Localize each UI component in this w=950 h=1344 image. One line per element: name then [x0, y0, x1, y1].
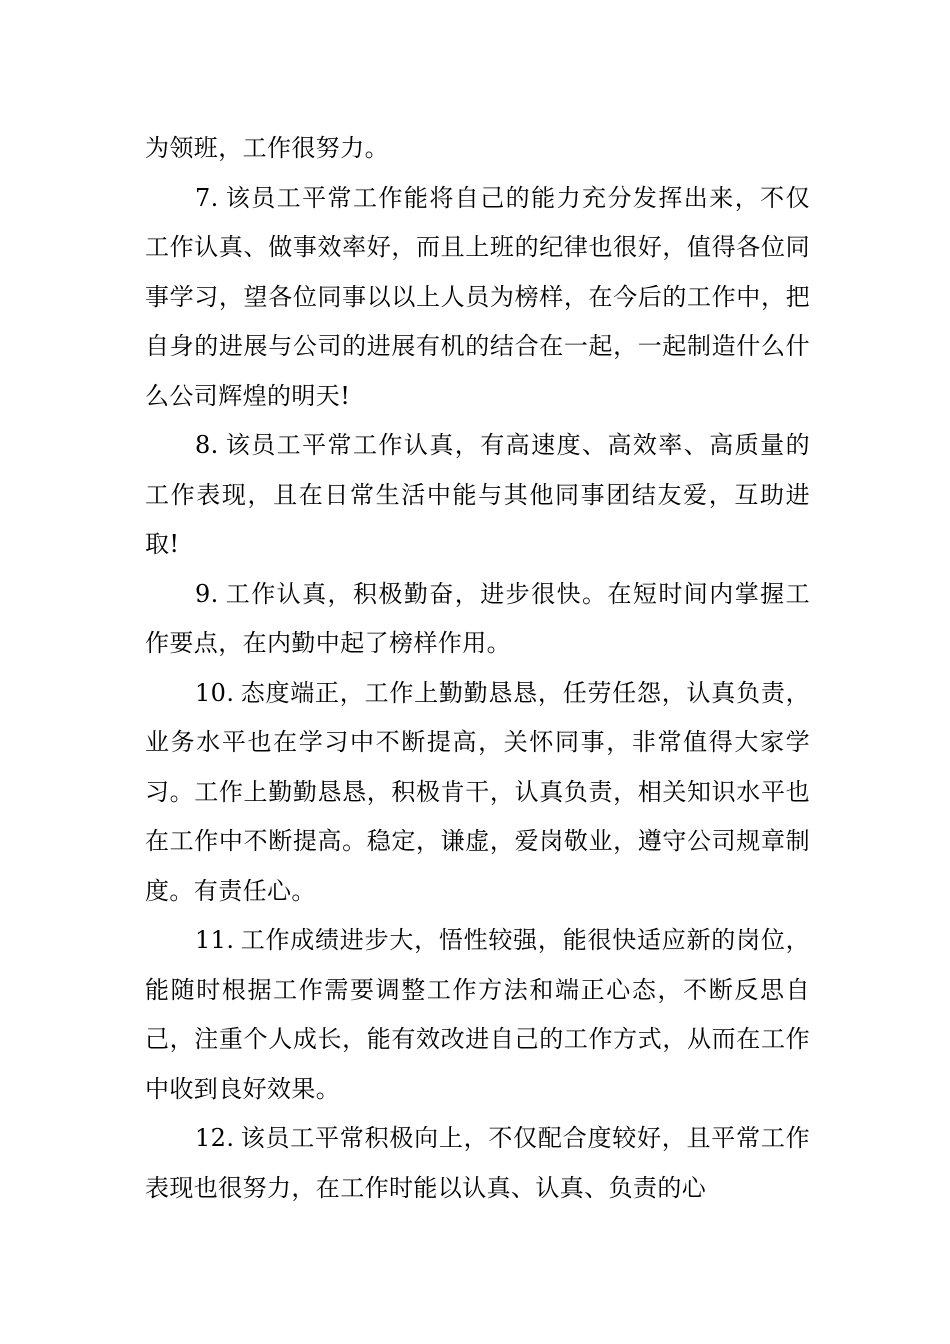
paragraph-number: 12. [195, 1124, 235, 1152]
paragraph-12 [145, 1114, 810, 1213]
paragraph-number: 10. [195, 678, 235, 707]
document-body [145, 124, 810, 1213]
paragraph-number: 7. [195, 183, 219, 212]
paragraph-text: 该员工平常工作能将自己的能力充分发挥出来，不仅工作认真、做事效率好，而且上班的纪律也很好，值得各位同事学习，望各位同事以以上人员为榜样，在今后的工作中，把自身的进展与公司的进展有机的结合在一起，一起制造什么什么公司辉煌的明天! [145, 183, 810, 410]
paragraph-number: 11. [195, 926, 235, 954]
paragraph-8 [145, 421, 810, 570]
paragraph-number: 8. [195, 431, 219, 459]
paragraph-10 [145, 669, 810, 917]
paragraph-9 [145, 570, 810, 669]
paragraph-text: 工作认真，积极勤奋，进步很快。在短时间内掌握工作要点，在内勤中起了榜样作用。 [145, 579, 810, 657]
paragraph-7 [145, 174, 810, 422]
paragraph-text: 工作成绩进步大，悟性较强，能很快适应新的岗位，能随时根据工作需要调整工作方法和端正心态，不断反思自己，注重个人成长，能有效改进自己的工作方式，从而在工作中收到良好效果。 [145, 926, 810, 1103]
paragraph-continuation [145, 124, 810, 174]
paragraph-11 [145, 916, 810, 1114]
paragraph-text: 态度端正，工作上勤勤恳恳，任劳任怨，认真负责，业务水平也在学习中不断提高，关怀同事，非常值得大家学习。工作上勤勤恳恳，积极肯干，认真负责，相关知识水平也在工作中不断提高。稳定，谦虚，爱岗敬业，遵守公司规章制度。有责任心。 [145, 678, 810, 905]
paragraph-text: 为领班，工作很努力。 [145, 134, 389, 162]
paragraph-text: 该员工平常工作认真，有高速度、高效率、高质量的工作表现，且在日常生活中能与其他同事团结友爱，互助进取! [145, 431, 810, 558]
paragraph-text: 该员工平常积极向上，不仅配合度较好，且平常工作表现也很努力，在工作时能以认真、认真、负责的心 [145, 1124, 810, 1202]
paragraph-number: 9. [195, 579, 219, 608]
